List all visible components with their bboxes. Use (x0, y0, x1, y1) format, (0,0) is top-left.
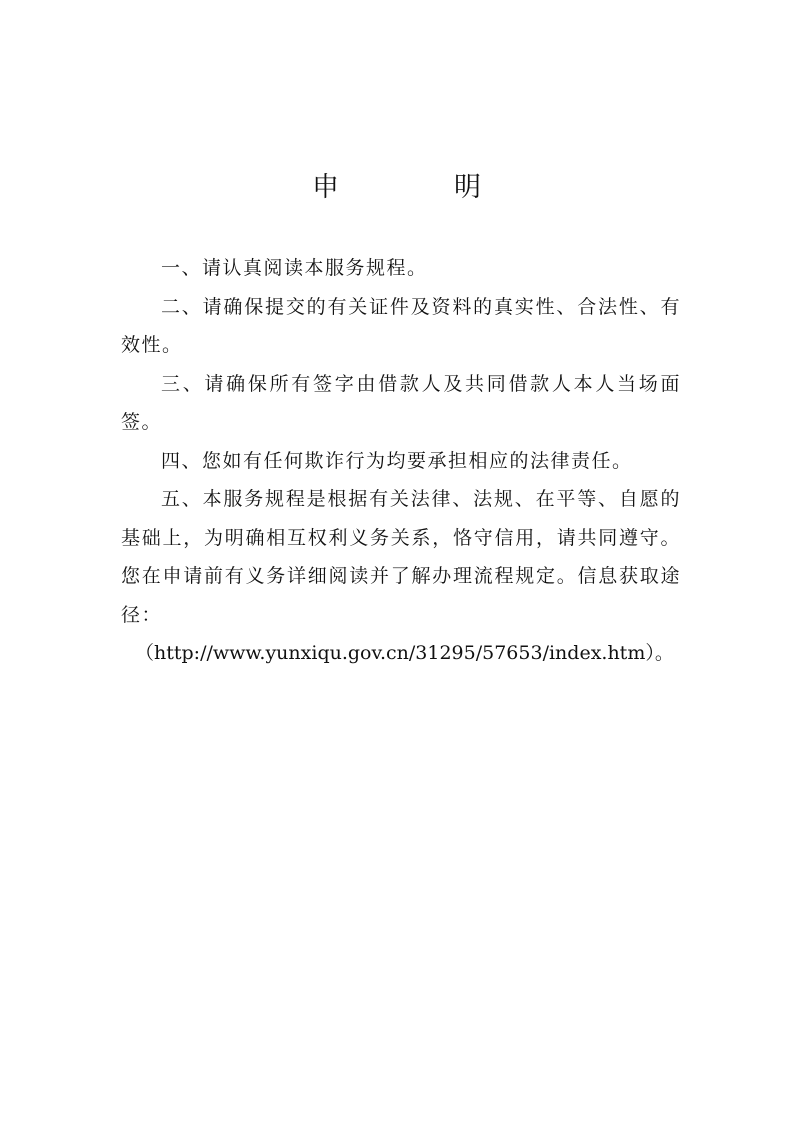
statement-item-4: 四、您如有任何欺诈行为均要承担相应的法律责任。 (161, 449, 633, 472)
statement-item-5: 五、本服务规程是根据有关法律、法规、在平等、自愿的基础上，为明确相互权利义务关系，恪守信用，请共同遵守。您在申请前有义务详细阅读并了解办理流程规定。信息获取途径： (121, 488, 681, 626)
statement-body (121, 249, 681, 673)
info-source-url: （http://www.yunxiqu.gov.cn/31295/57653/index.htm）。 (135, 642, 674, 664)
document-title: 申 明 (312, 172, 525, 203)
statement-item-2: 二、请确保提交的有关证件及资料的真实性、合法性、有效性。 (121, 295, 681, 356)
statement-item-3: 三、请确保所有签字由借款人及共同借款人本人当场面签。 (121, 372, 681, 433)
statement-item-1: 一、请认真阅读本服务规程。 (161, 257, 428, 279)
